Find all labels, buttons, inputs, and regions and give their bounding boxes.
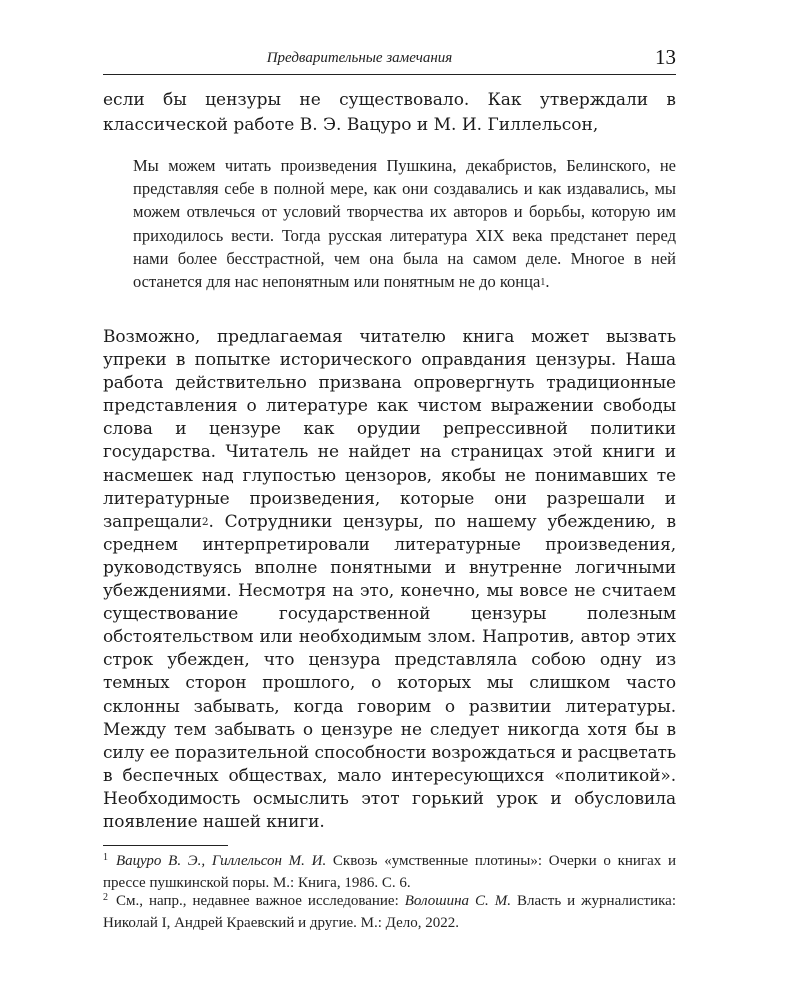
page-number: 13 (655, 45, 676, 69)
footnote-ref-2: 2 (201, 515, 209, 528)
footnote-2-number: 2 (103, 892, 108, 903)
lead-paragraph: если бы цензуры не существовало. Как утверждали в классической работе В. Э. Вацуро и М. И. Гиллельсон, (103, 90, 676, 135)
block-quote: Мы можем читать произведения Пушкина, декабристов, Белинского, не представляя себе в полной мере, как они создавались и как издавались, мы можем отвлечься от условий творчества их авторов и борьбы, которую им приходилось вести. Тогда русская литература XIX века предстанет перед нами более бесстрастной, чем она была на самом деле. Многое в ней останется для нас непонятным или понятным не до конца$^1$. (133, 156, 676, 292)
running-title: Предварительные замечания (266, 50, 453, 66)
footnote-1-text: Сквозь «умственные плотины»: Очерки о книгах и прессе пушкинской поры. М.: Книга, 1986. С. 6. (103, 853, 676, 891)
footnote-1-number: 1 (103, 852, 108, 863)
block-quote-text: Мы можем читать произведения Пушкина, декабристов, Белинского, не представляя себе в полной мере, как они создавались и как издавались, мы можем отвлечься от условий творчества их авторов и борьбы, которую им приходилось вести. Тогда русская литература XIX века предстанет перед нами более бесстрастной, чем она была на самом деле. Многое в ней останется для нас непонятным или понятным не до конца (133, 156, 676, 292)
footnote-1-authors: Вацуро В. Э., Гиллельсон М. И. (116, 853, 327, 869)
footnote-1 (103, 851, 676, 893)
footnote-ref-1: 1 (540, 276, 546, 288)
main-paragraph (103, 326, 676, 834)
footnote-separator (103, 845, 228, 846)
footnote-2-text: Власть и журналистика: Николай I, Андрей Краевский и другие. М.: Дело, 2022. (103, 893, 676, 931)
main-paragraph-part1: Возможно, предлагаемая читателю книга может вызвать упреки в попытке исторического оправдания цензуры. Наша работа действительно призвана опровергнуть традиционные представления о литературе как чистом выражении свободы слова и цензуре как орудии репрессивной политики государства. Читатель не найдет на страницах этой книги и насмешек над глупостью цензоров, якобы не понимавших те литературные произведения, которые они разрешали и запрещали (103, 327, 676, 532)
footnote-2 (103, 891, 676, 933)
footnote-2-authors: Волошина С. М. (404, 893, 511, 909)
running-header (103, 44, 676, 75)
main-paragraph-part2: . Сотрудники цензуры, по нашему убеждению, в среднем интерпретировали литературные произведения, руководствуясь вполне понятными и внутренне логичными убеждениями. Несмотря на это, конечно, мы вовсе не считаем существование государственной цензуры полезным обстоятельством или необходимым злом. Напротив, автор этих строк убежден, что цензура представляла собою одну из темных сторон прошлого, о которых мы слишком часто склонны забывать, когда говорим о развитии литературы. Между тем забывать о цензуре не следует никогда хотя бы в силу ее поразительной способности возрождаться и расцветать в беспечных обществах, мало интересующихся «политикой». Необходимость осмыслить этот горький урок и обусловила появление нашей книги. (103, 511, 676, 832)
footnote-2-prefix: См., напр., недавнее важное исследование: (116, 893, 405, 909)
